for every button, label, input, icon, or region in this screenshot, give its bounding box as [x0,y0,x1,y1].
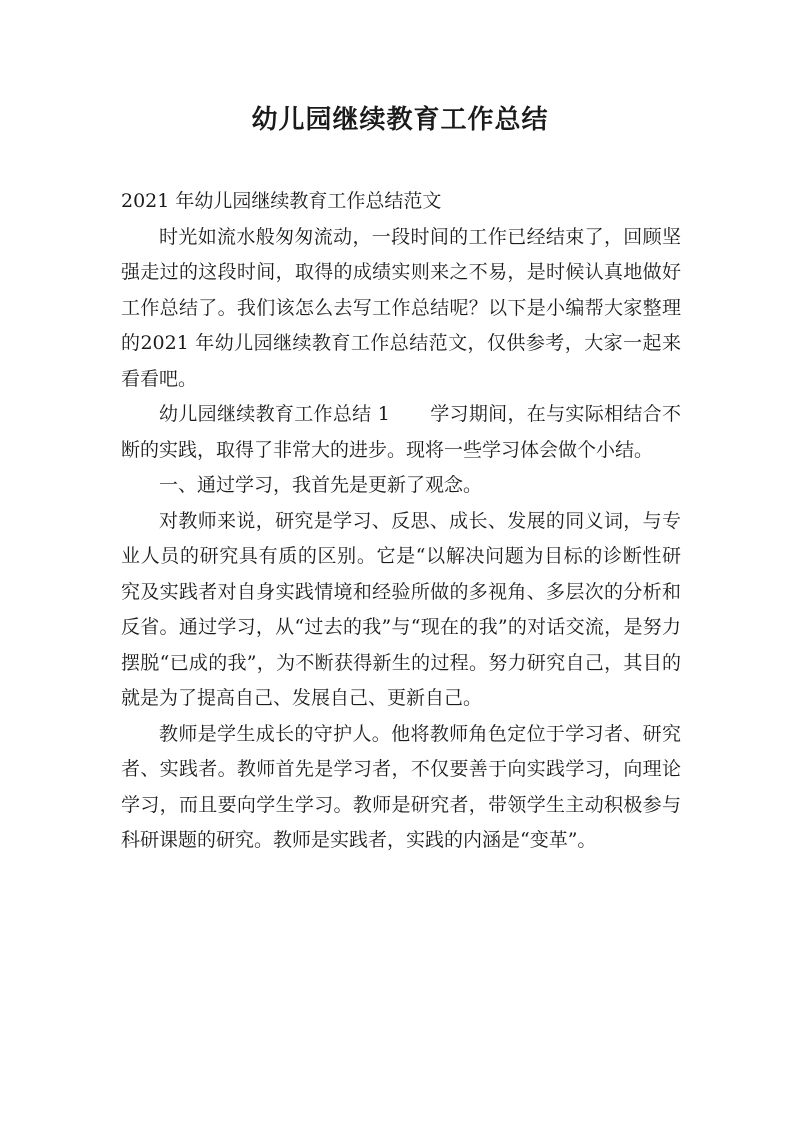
research-paragraph: 对教师来说，研究是学习、反思、成长、发展的同义词，与专业人员的研究具有质的区别。它是“以解决问题为目标的诊断性研究及实践者对自身实践情境和经验所做的多视角、多层次的分析和反省。通过学习，从“过去的我”与“现在的我”的对话交流，是努力摆脱“已成的我”，为不断获得新生的过程。努力研究自己，其目的就是为了提高自己、发展自己、更新自己。 [121,509,681,709]
point-one-paragraph: 一、通过学习，我首先是更新了观念。 [159,474,483,496]
section-heading: 幼儿园继续教育工作总结 1 [159,403,390,425]
document-body [121,184,681,859]
section-intro: 学习期间，在与实际相结合不断的实践，取得了非常大的进步。现将一些学习体会做个小结。 [121,403,681,461]
document-subtitle: 2021 年幼儿园继续教育工作总结范文 [121,190,442,212]
guardian-paragraph: 教师是学生成长的守护人。他将教师角色定位于学习者、研究者、实践者。教师首先是学习者，不仅要善于向实践学习，向理论学习，而且要向学生学习。教师是研究者，带领学生主动积极参与科研课题的研究。教师是实践者，实践的内涵是“变革”。 [121,722,681,851]
intro-paragraph: 时光如流水般匆匆流动，一段时间的工作已经结束了，回顾坚强走过的这段时间，取得的成绩实则来之不易，是时候认真地做好工作总结了。我们该怎么去写工作总结呢？以下是小编帮大家整理的2021 年幼儿园继续教育工作总结范文，仅供参考，大家一起来看看吧。 [121,225,681,390]
section-paragraph [121,397,681,468]
document-title: 幼儿园继续教育工作总结 [251,105,549,135]
